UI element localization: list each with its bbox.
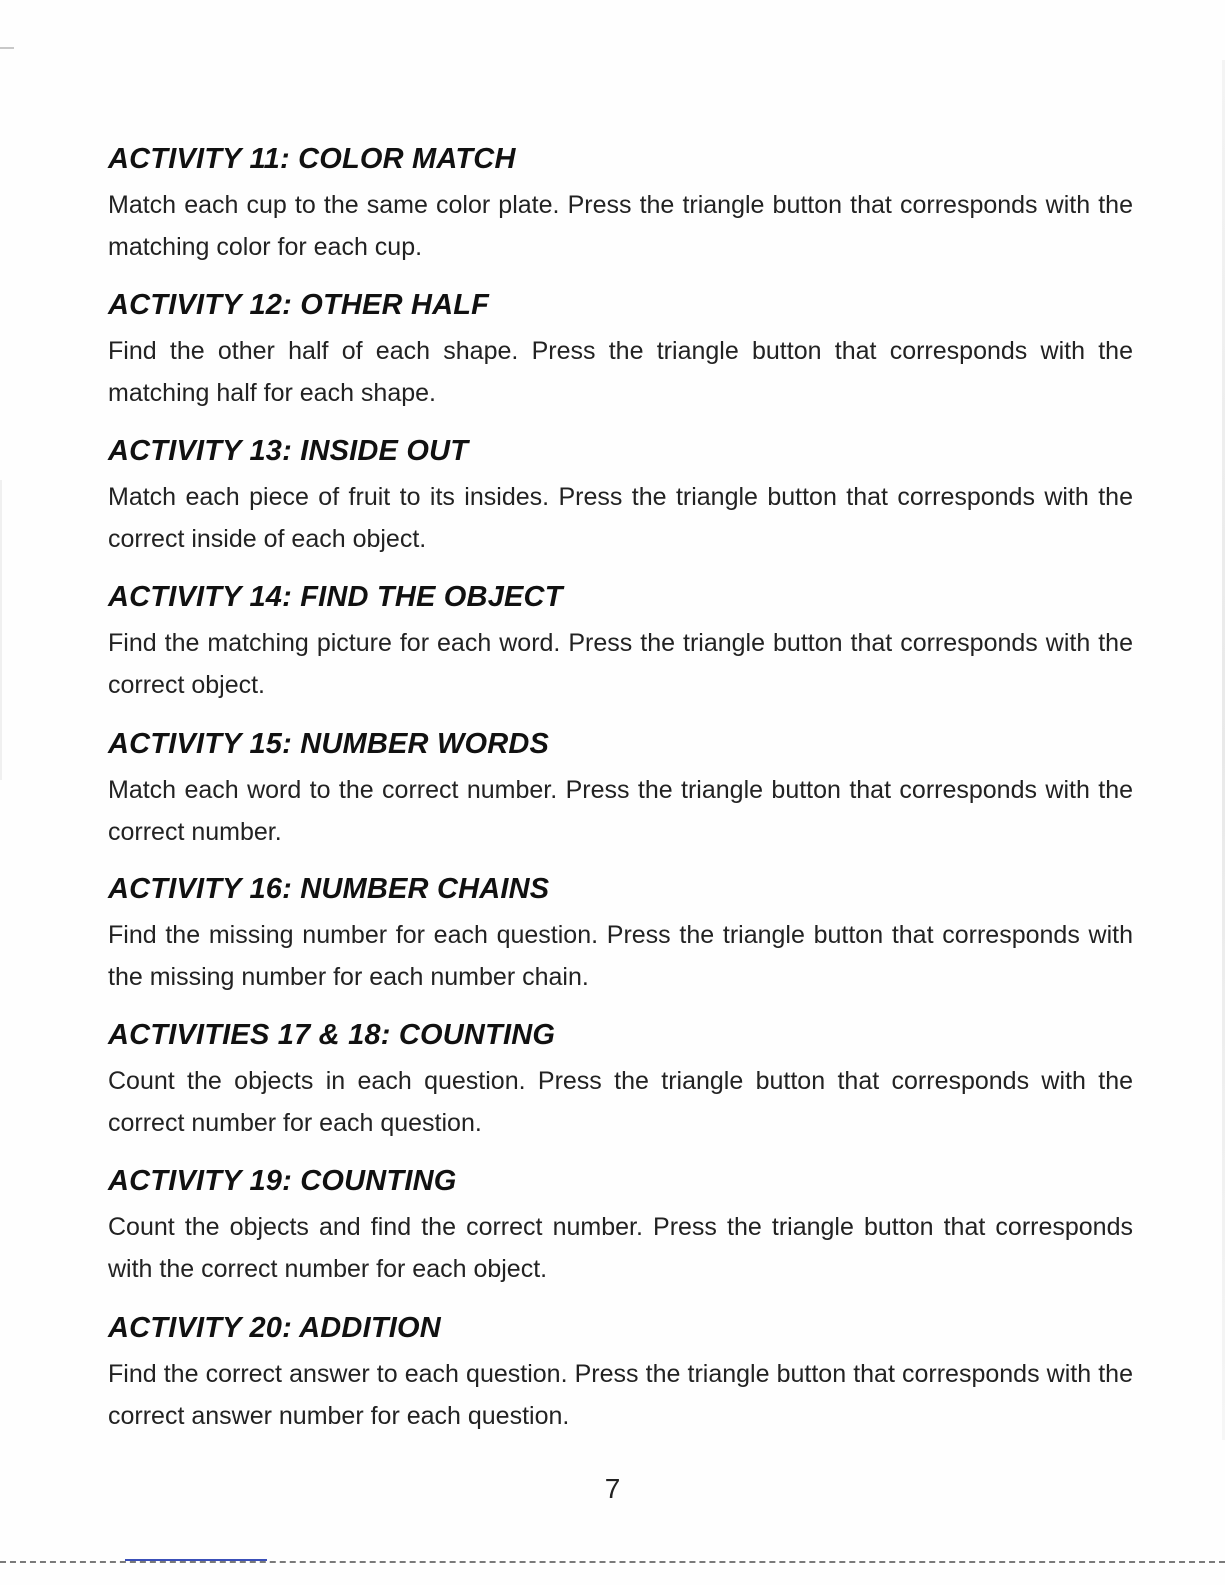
activity-12-body: Find the other half of each shape. Press the triangle button that corresponds with the matching half for each shape. [108, 337, 1133, 407]
activity-13-section [108, 434, 1133, 560]
activity-14-body: Find the matching picture for each word. Press the triangle button that corresponds with the correct object. [108, 629, 1133, 699]
activity-16-section [108, 872, 1133, 998]
activity-11-title: ACTIVITY 11: COLOR MATCH [108, 143, 516, 175]
scan-mark [0, 47, 14, 49]
activity-20-title: ACTIVITY 20: ADDITION [108, 1312, 441, 1344]
activity-17-18-title: ACTIVITIES 17 & 18: COUNTING [108, 1019, 556, 1051]
page-number: 7 [604, 1473, 621, 1504]
activity-11-section [108, 142, 1133, 268]
activity-16-body: Find the missing number for each question. Press the triangle button that corresponds with the missing number for each number chain. [108, 921, 1133, 991]
page-bottom-divider [0, 1561, 1225, 1563]
activity-20-section [108, 1311, 1133, 1437]
activity-12-title: ACTIVITY 12: OTHER HALF [108, 289, 490, 321]
activity-17-18-body: Count the objects in each question. Press the triangle button that corresponds with the correct number for each question. [108, 1067, 1133, 1137]
activity-11-body: Match each cup to the same color plate. Press the triangle button that corresponds with the matching color for each cup. [108, 191, 1133, 261]
activity-17-18-section [108, 1018, 1133, 1144]
activity-14-section [108, 580, 1133, 706]
activity-19-section [108, 1164, 1133, 1290]
activity-20-body: Find the correct answer to each question. Press the triangle button that corresponds with the correct answer number for each question. [108, 1360, 1133, 1430]
page-bottom-accent [125, 1559, 267, 1561]
activity-19-title: ACTIVITY 19: COUNTING [108, 1165, 457, 1197]
activity-19-body: Count the objects and find the correct number. Press the triangle button that corresponds with the correct number for each object. [108, 1213, 1133, 1283]
activity-16-title: ACTIVITY 16: NUMBER CHAINS [108, 873, 550, 905]
activity-15-section [108, 727, 1133, 853]
activity-14-title: ACTIVITY 14: FIND THE OBJECT [108, 581, 563, 613]
activity-13-title: ACTIVITY 13: INSIDE OUT [108, 435, 469, 467]
activity-12-section [108, 288, 1133, 414]
activity-15-body: Match each word to the correct number. Press the triangle button that corresponds with the correct number. [108, 776, 1133, 846]
activity-15-title: ACTIVITY 15: NUMBER WORDS [108, 728, 550, 760]
activity-13-body: Match each piece of fruit to its insides. Press the triangle button that corresponds with the correct inside of each object. [108, 483, 1133, 553]
scan-edge-shadow-left [0, 480, 2, 780]
